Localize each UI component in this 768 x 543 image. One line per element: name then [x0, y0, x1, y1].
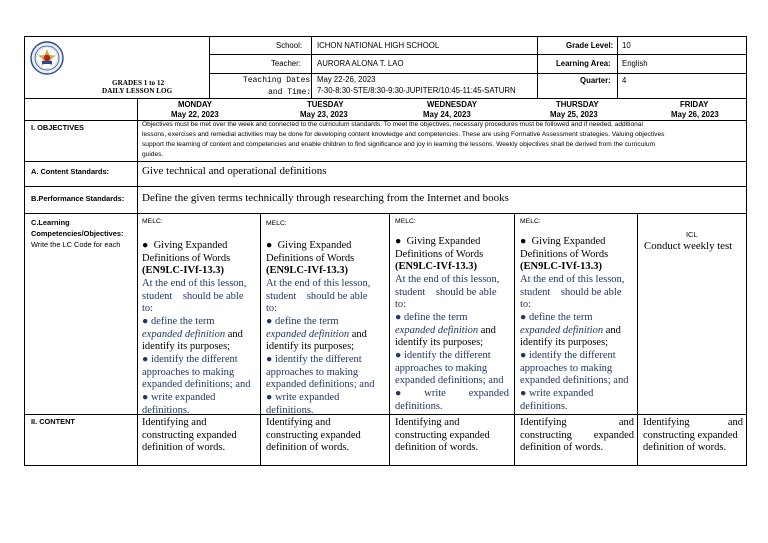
- rule-col-4: [514, 214, 515, 466]
- objective-1: ● define the term: [142, 315, 215, 327]
- objective-7: ● write expanded: [142, 391, 216, 403]
- intro-line-1: At the end of this lesson,: [142, 277, 247, 289]
- melc-label: MELC:: [520, 218, 541, 225]
- objective-6: expanded definitions; and: [266, 379, 375, 391]
- competencies-wednesday: [395, 216, 509, 413]
- intro-line-2b: should be able: [182, 290, 244, 302]
- objective-7-word-1: write: [424, 387, 446, 399]
- melc-label: MELC:: [142, 218, 163, 225]
- objective-1: ● define the term: [520, 311, 593, 323]
- content-thursday: [520, 417, 634, 455]
- teacher-value: AURORA ALONA T. LAO: [317, 59, 404, 68]
- intro-line-3: to:: [142, 303, 154, 315]
- rule-header-v3: [537, 36, 538, 98]
- objective-4: ● identify the different: [142, 353, 238, 365]
- teaching-dates-label-2: and Time:: [268, 88, 312, 97]
- rule-header-bottom: [24, 98, 747, 99]
- competencies-label-3: Write the LC Code for each: [31, 240, 121, 249]
- day-thursday: THURSDAY: [556, 100, 599, 109]
- content-line-2: constructing expanded: [643, 429, 738, 441]
- competency-title: Giving Expanded: [531, 236, 606, 247]
- teaching-dates-label-1: Teaching Dates: [243, 76, 311, 85]
- content-word-and: and: [727, 417, 743, 428]
- friday-weekly-test: Conduct weekly test: [644, 240, 733, 252]
- date-wednesday: May 24, 2023: [423, 110, 471, 119]
- teaching-time-value: 7-30-8:30-STE/8:30-9:30-JUPITER/10:45-11:45-SATURN: [317, 86, 516, 95]
- date-tuesday: May 23, 2023: [300, 110, 348, 119]
- competency-title-2: Definitions of Words: [520, 248, 609, 260]
- content-line-1: [520, 417, 634, 430]
- rule-header-2: [209, 73, 747, 74]
- competencies-monday: [142, 216, 256, 417]
- objective-7-justified: [395, 388, 509, 401]
- rule-right: [746, 36, 747, 466]
- rule-top: [24, 36, 747, 37]
- content-word-constructing: constructing: [520, 429, 572, 441]
- content-line-1: Identifying and: [395, 417, 460, 428]
- teacher-label: Teacher:: [271, 59, 301, 68]
- performance-standards-label: B.Performance Standards:: [31, 194, 125, 203]
- objective-2-rest: and: [603, 324, 621, 336]
- competency-code: (EN9LC-IVf-13.3): [266, 265, 348, 277]
- intro-line-2a: student: [395, 286, 426, 298]
- rule-label-col: [137, 98, 138, 466]
- content-line-2: [520, 430, 634, 443]
- rule-col-5: [637, 214, 638, 466]
- competencies-label-1: C.Learning: [31, 218, 70, 227]
- friday-icl-label: ICL: [686, 230, 698, 239]
- objective-2-rest: and: [225, 328, 243, 340]
- competency-code: (EN9LC-IVf-13.3): [142, 265, 224, 277]
- date-friday: May 26, 2023: [671, 110, 719, 119]
- bullet-icon: ●: [395, 236, 402, 247]
- content-line-3: definition of words.: [520, 442, 604, 454]
- day-tuesday: TUESDAY: [307, 100, 344, 109]
- intro-line-2b: should be able: [306, 290, 368, 302]
- rule-table-bottom: [24, 465, 747, 466]
- bullet-icon: ●: [520, 236, 527, 247]
- rule-header-v4: [617, 36, 618, 98]
- objectives-text-1: Objectives must be met over the week and connected to the curriculum standards. To meet the objectives, necessary procedures must be followed and if needed, additional: [142, 121, 643, 128]
- objective-2-rest: and: [349, 328, 367, 340]
- objective-7-word-2: expanded: [468, 387, 509, 399]
- competency-title: Giving Expanded: [406, 236, 481, 247]
- content-standards-value: Give technical and operational definitions: [142, 165, 327, 177]
- objective-5: approaches to making: [395, 362, 488, 374]
- day-friday: FRIDAY: [680, 100, 709, 109]
- content-line-1: Identifying and: [266, 417, 331, 428]
- intro-line-2b: should be able: [560, 286, 622, 298]
- content-word-expanded: expanded: [593, 429, 634, 441]
- content-line-2: constructing expanded: [395, 429, 490, 441]
- content-word-identifying: Identifying: [643, 417, 690, 428]
- content-line-3: definition of words.: [643, 442, 727, 454]
- objectives-text-3: support the learning of content and competencies and enable children to find significance and joy in learning the lessons. Weekly objectives shall be derived from the curriculum: [142, 141, 656, 148]
- objective-2-italic: expanded definition: [142, 328, 226, 340]
- competency-title-2: Definitions of Words: [142, 252, 231, 264]
- competencies-thursday: [520, 216, 634, 413]
- content-word-and: and: [618, 417, 634, 428]
- competency-title: Giving Expanded: [277, 240, 352, 251]
- objective-5: approaches to making: [142, 366, 235, 378]
- objective-5: approaches to making: [520, 362, 613, 374]
- intro-line-3: to:: [520, 299, 532, 311]
- rule-content-std-bottom: [24, 186, 747, 187]
- objective-6: expanded definitions; and: [395, 375, 504, 387]
- content-line-2: constructing expanded: [266, 429, 361, 441]
- rule-left: [24, 36, 25, 466]
- content-standards-label: A. Content Standards:: [31, 167, 110, 176]
- objectives-text-2: lessons, exercises and remedial activities may be done for developing content knowledge and competencies. These are using Formative Assessment strategies. Valuing objectives: [142, 131, 665, 138]
- competency-title: Giving Expanded: [153, 240, 228, 251]
- objective-6: expanded definitions; and: [142, 379, 251, 391]
- objective-4: ● identify the different: [520, 349, 616, 361]
- objective-8: definitions.: [395, 400, 443, 412]
- rule-objectives-bottom: [24, 161, 747, 162]
- intro-line-3: to:: [395, 299, 407, 311]
- school-label: School:: [276, 41, 303, 50]
- teaching-dates-value: May 22-26, 2023: [317, 75, 376, 84]
- objective-2-italic: expanded definition: [395, 324, 479, 336]
- intro-line-2a: student: [520, 286, 551, 298]
- intro-line-1: At the end of this lesson,: [395, 273, 500, 285]
- rule-col-2: [260, 214, 261, 466]
- content-word-identifying: Identifying: [520, 417, 567, 428]
- objective-8: definitions.: [520, 400, 568, 412]
- objective-3: identify its purposes;: [520, 337, 609, 349]
- objective-1: ● define the term: [395, 311, 468, 323]
- log-title-line2: DAILY LESSON LOG: [102, 87, 173, 95]
- objective-2-italic: expanded definition: [520, 324, 604, 336]
- objective-6: expanded definitions; and: [520, 375, 629, 387]
- school-value: ICHON NATIONAL HIGH SCHOOL: [317, 41, 440, 50]
- rule-col-3: [389, 214, 390, 466]
- intro-line-2a: student: [266, 290, 297, 302]
- melc-label: MELC:: [266, 220, 287, 227]
- date-thursday: May 25, 2023: [550, 110, 598, 119]
- competencies-label-2: Competencies/Objectives:: [31, 229, 124, 238]
- performance-standards-value: Define the given terms technically through researching from the Internet and books: [142, 192, 509, 204]
- content-line-2: constructing expanded: [142, 429, 237, 441]
- objectives-text-4: guides.: [142, 151, 164, 158]
- rule-header-1: [209, 54, 747, 55]
- rule-performance-std-bottom: [24, 213, 747, 214]
- intro-line-1: At the end of this lesson,: [520, 273, 625, 285]
- content-monday: [142, 417, 256, 455]
- day-wednesday: WEDNESDAY: [427, 100, 477, 109]
- content-friday: [643, 417, 743, 455]
- bullet-icon: ●: [266, 240, 273, 251]
- intro-line-2b: should be able: [435, 286, 497, 298]
- deped-seal-logo: [30, 41, 64, 75]
- competency-code: (EN9LC-IVf-13.3): [520, 261, 602, 273]
- content-line-1: Identifying and: [142, 417, 207, 428]
- bullet-icon: ●: [395, 387, 402, 399]
- competency-title-2: Definitions of Words: [266, 252, 355, 264]
- rule-header-v1: [209, 36, 210, 98]
- quarter-value: 4: [622, 76, 627, 85]
- content-tuesday: [266, 417, 384, 455]
- content-line-1: [643, 417, 743, 430]
- date-monday: May 22, 2023: [171, 110, 219, 119]
- objective-4: ● identify the different: [266, 353, 362, 365]
- objective-7: ● write expanded: [520, 387, 594, 399]
- content-line-3: definition of words.: [266, 442, 350, 454]
- day-monday: MONDAY: [178, 100, 212, 109]
- intro-line-2a: student: [142, 290, 173, 302]
- objective-4: ● identify the different: [395, 349, 491, 361]
- quarter-label: Quarter:: [580, 76, 611, 85]
- objective-3: identify its purposes;: [266, 341, 355, 353]
- objective-1: ● define the term: [266, 315, 339, 327]
- objective-5: approaches to making: [266, 366, 359, 378]
- content-wednesday: [395, 417, 509, 455]
- log-title-line1: GRADES 1 to 12: [112, 79, 165, 87]
- competency-title-2: Definitions of Words: [395, 248, 484, 260]
- intro-line-1: At the end of this lesson,: [266, 277, 371, 289]
- objective-2-rest: and: [478, 324, 496, 336]
- competencies-tuesday: [266, 218, 384, 417]
- learning-area-label: Learning Area:: [556, 59, 611, 68]
- objective-2-italic: expanded definition: [266, 328, 350, 340]
- grade-level-value: 10: [622, 41, 631, 50]
- rule-competencies-bottom: [24, 414, 747, 415]
- objective-7: ● write expanded: [266, 391, 340, 403]
- competency-code: (EN9LC-IVf-13.3): [395, 261, 477, 273]
- melc-label: MELC:: [395, 218, 416, 225]
- objective-3: identify its purposes;: [142, 341, 231, 353]
- objectives-label: I. OBJECTIVES: [31, 123, 84, 132]
- objective-8: definitions.: [266, 404, 314, 416]
- content-line-3: definition of words.: [142, 442, 226, 454]
- objective-8: definitions.: [142, 404, 190, 416]
- objective-3: identify its purposes;: [395, 337, 484, 349]
- intro-line-3: to:: [266, 303, 278, 315]
- learning-area-value: English: [622, 59, 648, 68]
- content-label: II. CONTENT: [31, 417, 75, 426]
- grade-level-label: Grade Level:: [566, 41, 614, 50]
- content-line-3: definition of words.: [395, 442, 479, 454]
- bullet-icon: ●: [142, 240, 149, 251]
